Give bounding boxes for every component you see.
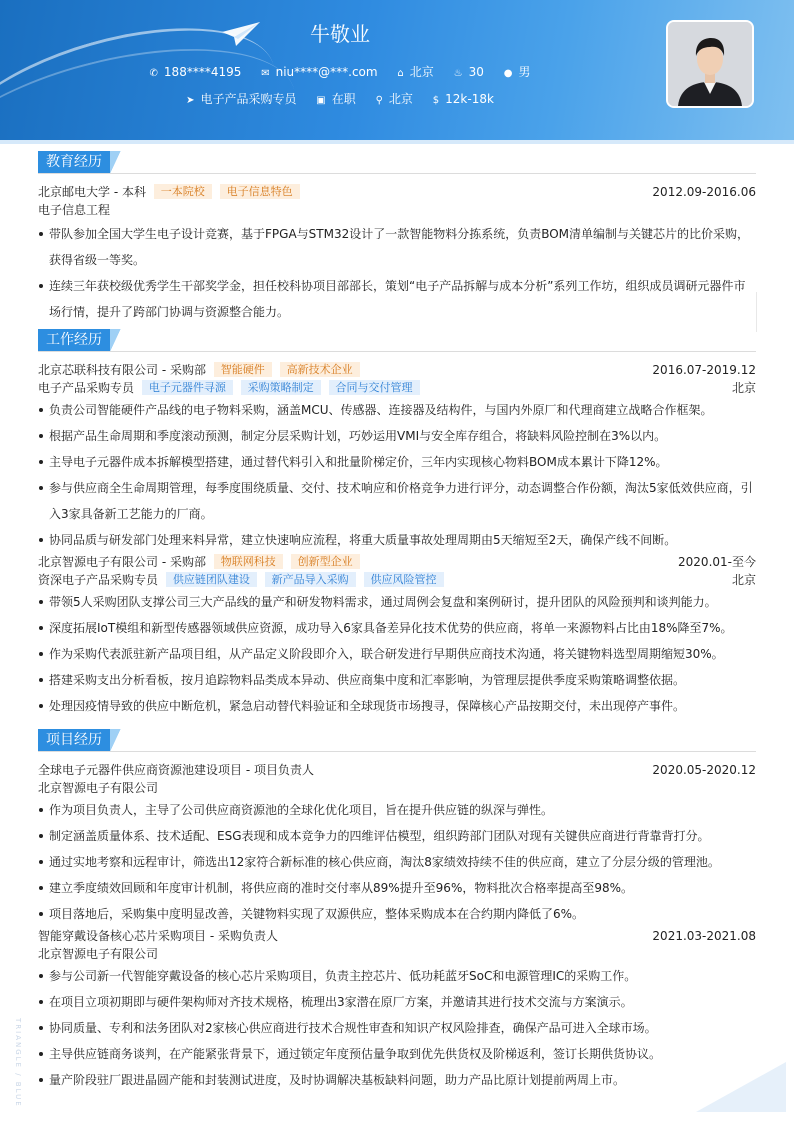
job-location: 北京 xyxy=(731,381,756,395)
role-tag: 电子元器件寻源 xyxy=(142,380,233,395)
briefcase-icon: ▣ xyxy=(316,95,326,106)
job-role: 电子产品采购专员 xyxy=(38,381,135,395)
target-city: 北京 xyxy=(388,92,413,106)
role-tag: 新产品导入采购 xyxy=(265,572,356,587)
header-divider xyxy=(0,140,794,144)
section-title-tail xyxy=(110,151,126,173)
phone-number: 188****4195 xyxy=(163,65,242,79)
section-heading xyxy=(38,729,756,752)
company-name: 北京芯联科技有限公司 - 采购部 xyxy=(38,363,206,377)
role-tag: 合同与交付管理 xyxy=(329,380,420,395)
school-name: 北京邮电大学 - 本科 xyxy=(38,185,146,199)
salary-icon: $ xyxy=(432,95,440,106)
list-item: 协同品质与研发部门处理来料异常，建立快速响应流程，将重大质量事故处理周期由5天缩短至2天，确保产线不间断。 xyxy=(38,527,756,553)
list-item: 搭建采购支出分析看板，按月追踪物料品类成本异动、供应商集中度和汇率影响，为管理层提供季度采购策略调整依据。 xyxy=(38,667,756,693)
projects-section xyxy=(38,729,756,1093)
job-role-row xyxy=(38,571,756,589)
location-pin-icon: ⚲ xyxy=(375,95,383,106)
major-text: 电子信息工程 xyxy=(38,203,111,217)
section-title: 教育经历 xyxy=(38,151,110,173)
job-role: 资深电子产品采购专员 xyxy=(38,573,159,587)
home-icon: ⌂ xyxy=(397,68,404,79)
candidate-name: 牛敬业 xyxy=(310,22,370,46)
project-entry-head xyxy=(38,761,756,779)
project-name: 全球电子元器件供应商资源池建设项目 - 项目负责人 xyxy=(38,763,314,777)
project-company xyxy=(38,779,756,797)
project-bullets xyxy=(38,797,756,927)
avatar xyxy=(668,22,752,106)
project-name: 智能穿戴设备核心芯片采购项目 - 采购负责人 xyxy=(38,929,278,943)
list-item: 通过实地考察和远程审计，筛选出12家符合新标准的核心供应商，淘汰8家绩效持续不佳的供应商，建立了分层分级的管理池。 xyxy=(38,849,756,875)
list-item: 在项目立项初期即与硬件架构师对齐技术规格，梳理出3家潜在原厂方案，并邀请其进行技术交流与方案演示。 xyxy=(38,989,756,1015)
job-entry-head xyxy=(38,361,756,379)
list-item: 带领5人采购团队支撑公司三大产品线的量产和研发物料需求，通过周例会复盘和案例研讨，提升团队的风险预判和谈判能力。 xyxy=(38,589,756,615)
project-entry-head xyxy=(38,927,756,945)
list-item: 作为项目负责人，主导了公司供应商资源池的全球化优化项目，旨在提升供应链的纵深与弹性。 xyxy=(38,797,756,823)
company-tag: 创新型企业 xyxy=(291,554,360,569)
list-item: 作为采购代表派驻新产品项目组，从产品定义阶段即介入，联合研发进行早期供应商技术沟通，将关键物料选型周期缩短30%。 xyxy=(38,641,756,667)
education-entry-head xyxy=(38,183,756,201)
list-item: 主导供应链商务谈判，在产能紧张背景下，通过锁定年度预估量争取到优先供货权及阶梯返利，签订长期供货协议。 xyxy=(38,1041,756,1067)
age: 30 xyxy=(468,65,484,79)
list-item: 负责公司智能硬件产品线的电子物料采购，涵盖MCU、传感器、连接器及结构件，与国内外原厂和代理商建立战略合作框架。 xyxy=(38,397,756,423)
phone-icon: ✆ xyxy=(149,68,158,79)
section-title: 工作经历 xyxy=(38,329,110,351)
mail-icon: ✉ xyxy=(261,68,270,79)
list-item: 带队参加全国大学生电子设计竞赛，基于FPGA与STM32设计了一款智能物料分拣系统，负责BOM清单编制与关键芯片的比价采购，获得省级一等奖。 xyxy=(38,221,756,273)
company-tag: 物联网科技 xyxy=(214,554,283,569)
list-item: 连续三年获校级优秀学生干部奖学金，担任校科协项目部部长，策划“电子产品拆解与成本分析”系列工作坊，组织成员调研元器件市场行情，提升了跨部门协调与资源整合能力。 xyxy=(38,273,756,325)
list-item: 建立季度绩效回顾和年度审计机制，将供应商的准时交付率从89%提升至96%，物料批次合格率提高至98%。 xyxy=(38,875,756,901)
intent-row xyxy=(0,90,680,107)
list-item: 主导电子元器件成本拆解模型搭建，通过替代料引入和批量阶梯定价，三年内实现核心物料BOM成本累计下降12%。 xyxy=(38,449,756,475)
list-item: 项目落地后，采购集中度明显改善，关键物料实现了双源供应，整体采购成本在合约期内降低了6%。 xyxy=(38,901,756,927)
section-heading xyxy=(38,151,756,174)
job-location: 北京 xyxy=(731,573,756,587)
role-tag: 供应风险管控 xyxy=(364,572,444,587)
resume-header xyxy=(0,0,794,140)
project-date: 2020.05-2020.12 xyxy=(652,763,756,777)
cake-icon: ♨ xyxy=(453,68,463,79)
project-company xyxy=(38,945,756,963)
list-item: 参与供应商全生命周期管理，每季度围绕质量、交付、技术响应和价格竞争力进行评分，动态调整合作份额，淘汰5家低效供应商，引入3家具备新工艺能力的厂商。 xyxy=(38,475,756,527)
template-watermark: TRIANGLE / BLUE xyxy=(14,1018,22,1108)
school-tag: 一本院校 xyxy=(154,184,212,199)
education-section xyxy=(38,151,756,325)
contact-row xyxy=(0,63,680,80)
email-address: niu****@***.com xyxy=(275,65,378,79)
company-tag: 高新技术企业 xyxy=(280,362,360,377)
role-tag: 供应链团队建设 xyxy=(166,572,257,587)
list-item: 协同质量、专利和法务团队对2家核心供应商进行技术合规性审查和知识产权风险排查，确保产品可进入全球市场。 xyxy=(38,1015,756,1041)
major xyxy=(38,201,756,219)
section-title: 项目经历 xyxy=(38,729,110,751)
list-item: 处理因疫情导致的供应中断危机，紧急启动替代料验证和全球现货市场搜寻，保障核心产品按期交付，未出现停产事件。 xyxy=(38,693,756,719)
section-title-tail xyxy=(110,329,126,351)
work-section xyxy=(38,329,756,719)
send-icon: ➤ xyxy=(186,95,195,106)
profile-photo xyxy=(666,20,754,108)
job-date: 2020.01-至今 xyxy=(678,555,756,569)
job-entry-head xyxy=(38,553,756,571)
section-heading xyxy=(38,329,756,352)
list-item: 制定涵盖质量体系、技术适配、ESG表现和成本竞争力的四维评估模型，组织跨部门团队对现有关键供应商进行背靠背打分。 xyxy=(38,823,756,849)
job-date: 2016.07-2019.12 xyxy=(652,363,756,377)
project-date: 2021.03-2021.08 xyxy=(652,929,756,943)
section-title-tail xyxy=(110,729,126,751)
job-bullets xyxy=(38,589,756,719)
list-item: 根据产品生命周期和季度滚动预测，制定分层采购计划，巧妙运用VMI与安全库存组合，将缺料风险控制在3%以内。 xyxy=(38,423,756,449)
expected-salary: 12k-18k xyxy=(445,92,494,106)
education-date: 2012.09-2016.06 xyxy=(652,185,756,199)
role-tag: 采购策略制定 xyxy=(241,380,321,395)
gender-icon: ● xyxy=(503,68,513,79)
project-bullets xyxy=(38,963,756,1093)
divider xyxy=(756,292,757,332)
job-bullets xyxy=(38,397,756,553)
gender: 男 xyxy=(518,65,531,79)
project-company-text: 北京智源电子有限公司 xyxy=(38,781,159,795)
job-status: 在职 xyxy=(331,92,356,106)
company-tag: 智能硬件 xyxy=(214,362,272,377)
company-name: 北京智源电子有限公司 - 采购部 xyxy=(38,555,206,569)
list-item: 参与公司新一代智能穿戴设备的核心芯片采购项目，负责主控芯片、低功耗蓝牙SoC和电源管理IC的采购工作。 xyxy=(38,963,756,989)
target-position: 电子产品采购专员 xyxy=(200,92,297,106)
education-bullets xyxy=(38,221,756,325)
list-item: 深度拓展IoT模组和新型传感器领域供应资源，成功导入6家具备差异化技术优势的供应商，将单一来源物料占比由18%降至7%。 xyxy=(38,615,756,641)
list-item: 量产阶段驻厂跟进晶圆产能和封装测试进度，及时协调解决基板缺料问题，助力产品比原计划提前两周上市。 xyxy=(38,1067,756,1093)
school-tag: 电子信息特色 xyxy=(220,184,300,199)
job-role-row xyxy=(38,379,756,397)
project-company-text: 北京智源电子有限公司 xyxy=(38,947,159,961)
decorative-corner xyxy=(696,1062,786,1112)
city: 北京 xyxy=(409,65,434,79)
